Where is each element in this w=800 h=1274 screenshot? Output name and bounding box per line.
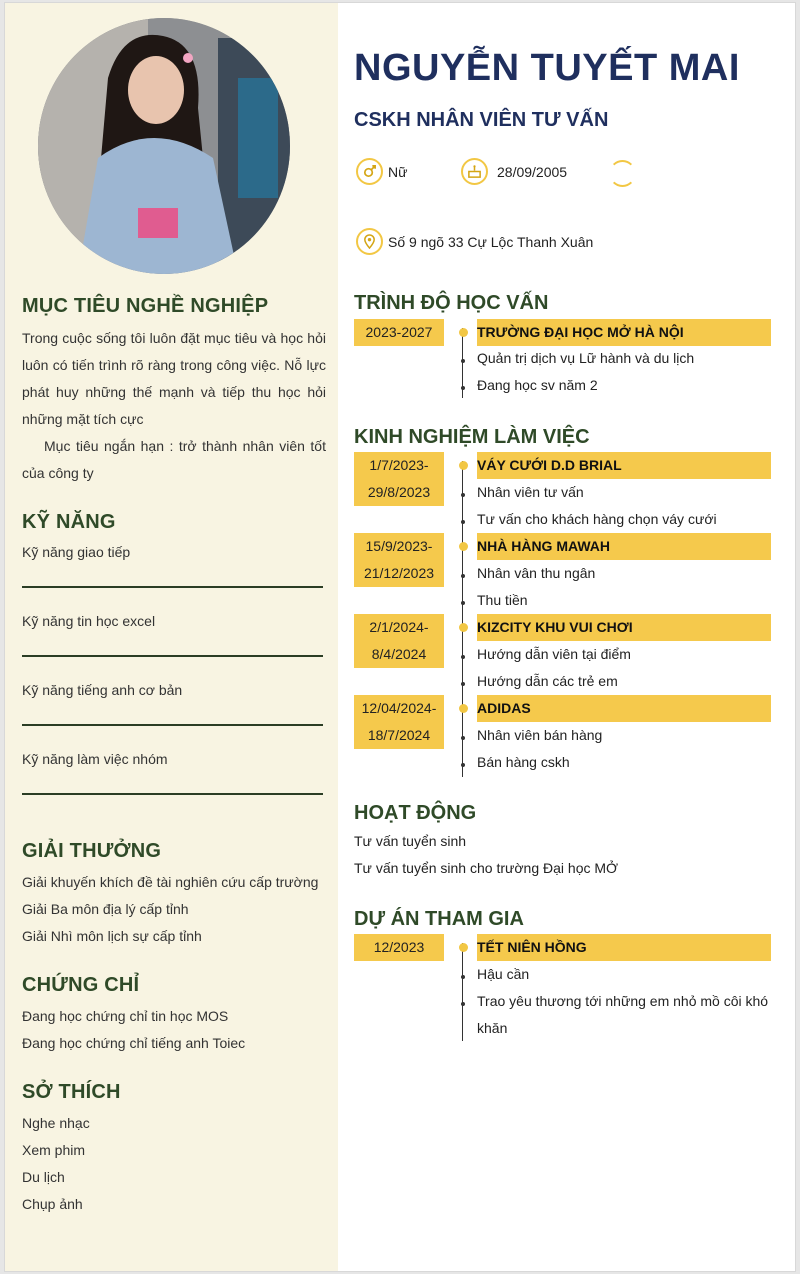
hobby-item: Nghe nhạc <box>22 1115 90 1131</box>
bullet-dot <box>461 655 465 659</box>
education-heading: TRÌNH ĐỘ HỌC VẤN <box>354 292 549 314</box>
timeline-dot <box>459 704 468 713</box>
hobby-item: Chụp ảnh <box>22 1196 83 1212</box>
location-icon <box>356 228 383 255</box>
date-start: 12/04/2024- <box>361 700 437 716</box>
experience-detail: Tư vấn cho khách hàng chọn váy cưới <box>477 511 717 527</box>
experience-company: KIZCITY KHU VUI CHƠI <box>477 614 771 641</box>
experience-detail: Bán hàng cskh <box>477 754 570 770</box>
experience-detail: Nhân vân thu ngân <box>477 565 596 581</box>
experience-heading: KINH NGHIỆM LÀM VIỆC <box>354 426 590 448</box>
bullet-dot <box>461 736 465 740</box>
timeline-dot <box>459 943 468 952</box>
certificate-item: Đang học chứng chỉ tin học MOS <box>22 1008 229 1024</box>
experience-detail: Thu tiền <box>477 592 528 608</box>
gender-icon <box>356 158 383 185</box>
projects-heading: DỰ ÁN THAM GIA <box>354 908 524 930</box>
bullet-dot <box>461 1002 465 1006</box>
bullet-dot <box>461 386 465 390</box>
bullet-dot <box>461 682 465 686</box>
award-item: Giải khuyến khích đề tài nghiên cứu cấp trường <box>22 874 319 890</box>
skill-item: Kỹ năng tin học excel <box>22 613 156 629</box>
objective-heading: MỤC TIÊU NGHỀ NGHIỆP <box>22 295 269 317</box>
bullet-dot <box>461 574 465 578</box>
certificate-item: Đang học chứng chỉ tiếng anh Toiec <box>22 1035 246 1051</box>
skill-bar <box>22 724 323 726</box>
contact-icon <box>609 160 636 187</box>
cv-page <box>4 2 796 1272</box>
objective-paragraph-1: Trong cuộc sống tôi luôn đặt mục tiêu và học hỏi luôn có tiến trình rõ ràng trong công việc. Nỗ lực phát huy những thế mạnh và tiếp thu học hỏi những mặt tích cực <box>22 330 326 427</box>
sidebar <box>5 3 338 1272</box>
date-start: 2/1/2024- <box>369 619 429 635</box>
job-title: CSKH NHÂN VIÊN TƯ VẤN <box>354 109 609 131</box>
birthday-cake-icon <box>461 158 488 185</box>
education-date: 2023-2027 <box>354 319 444 346</box>
project-title: TẾT NIÊN HỒNG <box>477 934 771 961</box>
certificates-heading: CHỨNG CHỈ <box>22 974 140 996</box>
activity-item: Tư vấn tuyển sinh cho trường Đại học MỞ <box>354 860 619 876</box>
experience-detail: Hướng dẫn các trẻ em <box>477 673 618 689</box>
bullet-dot <box>461 975 465 979</box>
experience-detail: Nhân viên tư vấn <box>477 484 584 500</box>
skill-item: Kỹ năng tiếng anh cơ bản <box>22 682 183 698</box>
address-text: Số 9 ngõ 33 Cự Lộc Thanh Xuân <box>388 234 594 250</box>
date-start: 15/9/2023- <box>365 538 433 554</box>
date-end: 29/8/2023 <box>367 484 431 500</box>
gender-text: Nữ <box>388 164 408 180</box>
bullet-dot <box>461 763 465 767</box>
bullet-dot <box>461 359 465 363</box>
skill-bar <box>22 655 323 657</box>
timeline-dot <box>459 461 468 470</box>
portrait-illustration <box>38 18 290 274</box>
hobby-item: Xem phim <box>22 1142 86 1158</box>
award-item: Giải Ba môn địa lý cấp tỉnh <box>22 901 189 917</box>
bullet-dot <box>461 493 465 497</box>
experience-detail: Hướng dẫn viên tại điểm <box>477 646 631 662</box>
full-name: NGUYỄN TUYẾT MAI <box>354 47 740 89</box>
activities-heading: HOẠT ĐỘNG <box>354 802 477 824</box>
timeline-dot <box>459 328 468 337</box>
skill-item: Kỹ năng giao tiếp <box>22 544 131 560</box>
hobby-item: Du lịch <box>22 1169 65 1185</box>
hobbies-heading: SỞ THÍCH <box>22 1081 121 1103</box>
date-start: 1/7/2023- <box>369 457 429 473</box>
date-end: 8/4/2024 <box>371 646 427 662</box>
experience-date <box>354 533 444 587</box>
birthday-text: 28/09/2005 <box>497 164 568 180</box>
profile-photo <box>38 18 290 274</box>
experience-date <box>354 695 444 749</box>
objective-text <box>22 325 326 487</box>
experience-detail: Nhân viên bán hàng <box>477 727 603 743</box>
skill-item: Kỹ năng làm việc nhóm <box>22 751 168 767</box>
date-end: 18/7/2024 <box>367 727 431 743</box>
bullet-dot <box>461 601 465 605</box>
experience-company: ADIDAS <box>477 695 771 722</box>
education-school: TRƯỜNG ĐẠI HỌC MỞ HÀ NỘI <box>477 319 771 346</box>
education-detail: Đang học sv năm 2 <box>477 377 598 393</box>
experience-company: NHÀ HÀNG MAWAH <box>477 533 771 560</box>
timeline-line <box>462 943 463 1041</box>
experience-company: VÁY CƯỚI D.D BRIAL <box>477 452 771 479</box>
timeline-dot <box>459 542 468 551</box>
education-detail: Quản trị dịch vụ Lữ hành và du lịch <box>477 350 695 366</box>
experience-date <box>354 452 444 506</box>
skill-bar <box>22 586 323 588</box>
experience-date <box>354 614 444 668</box>
project-date: 12/2023 <box>354 934 444 961</box>
skills-heading: KỸ NĂNG <box>22 511 116 533</box>
award-item: Giải Nhì môn lịch sự cấp tỉnh <box>22 928 202 944</box>
objective-paragraph-2: Mục tiêu ngắn hạn : trở thành nhân viên tốt của công ty <box>22 438 326 481</box>
timeline-dot <box>459 623 468 632</box>
awards-heading: GIẢI THƯỞNG <box>22 840 162 862</box>
project-detail: Trao yêu thương tới những em nhỏ mồ côi khó khăn <box>477 993 769 1036</box>
activity-item: Tư vấn tuyển sinh <box>354 833 467 849</box>
project-detail: Hậu cần <box>477 966 530 982</box>
bullet-dot <box>461 520 465 524</box>
timeline-line <box>462 461 463 777</box>
date-end: 21/12/2023 <box>363 565 435 581</box>
skill-bar <box>22 793 323 795</box>
